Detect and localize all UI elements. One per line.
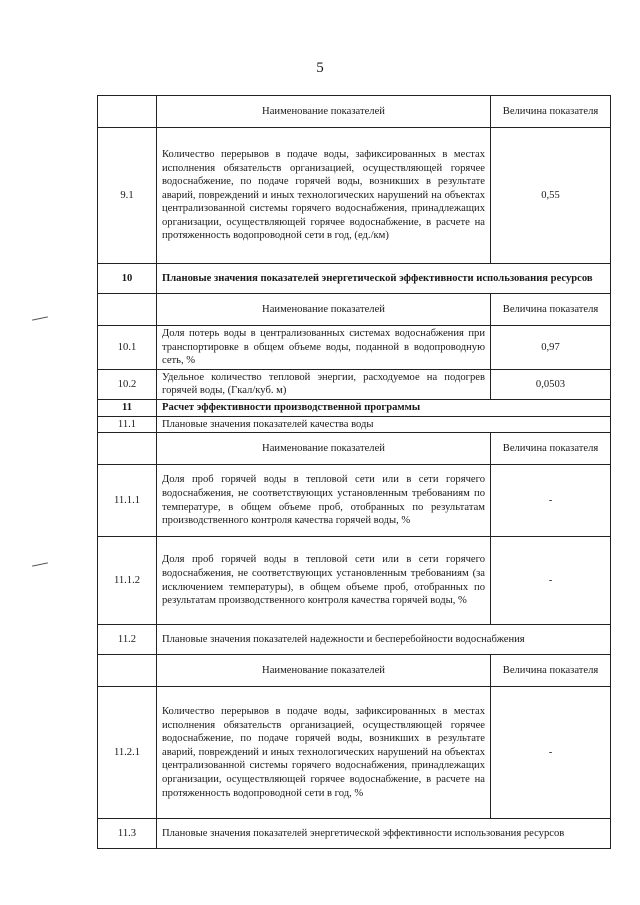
row-number: 11.1.2 <box>98 537 157 625</box>
row-value: 0,55 <box>491 128 611 264</box>
table-header-row <box>98 433 611 465</box>
row-number: 11.1.1 <box>98 465 157 537</box>
row-description: Количество перерывов в подаче воды, зафиксированных в местах исполнения обязательств организацией, осуществляющей горячее водоснабжение, по подаче горячей воды, возникших в результате аварий, повреждений и иных технологических нарушений на объектах централизованной системы горячего водоснабжения, принадлежащих организации, осуществляющей горячее водоснабжение, в расчете на протяженность водопроводной сети в год, % <box>157 687 491 819</box>
row-value: 0,97 <box>491 326 611 370</box>
subsection-title: Плановые значения показателей надежности и бесперебойности водоснабжения <box>157 625 611 655</box>
table-header-row <box>98 655 611 687</box>
header-name: Наименование показателей <box>157 655 491 687</box>
table-row <box>98 128 611 264</box>
indicators-table <box>97 95 611 849</box>
row-description: Доля проб горячей воды в тепловой сети или в сети горячего водоснабжения, не соответствующих установленным требованиям (за исключением температуры), в общем объеме проб, отобранных по результатам производственного контроля качества горячей воды, % <box>157 537 491 625</box>
header-value: Величина показателя <box>491 96 611 128</box>
row-value: - <box>491 537 611 625</box>
subsection-title: Плановые значения показателей качества воды <box>157 416 611 433</box>
section-number: 10 <box>98 264 157 294</box>
header-value: Величина показателя <box>491 294 611 326</box>
header-value: Величина показателя <box>491 433 611 465</box>
table-header-row <box>98 96 611 128</box>
header-num-cell <box>98 655 157 687</box>
table-row <box>98 326 611 370</box>
margin-mark <box>32 316 48 320</box>
row-description: Доля проб горячей воды в тепловой сети или в сети горячего водоснабжения, не соответствующих установленным требованиям по температуре, в общем объеме проб, отобранных по результатам производственного контроля качества горячей воды, % <box>157 465 491 537</box>
subsection-title: Плановые значения показателей энергетической эффективности использования ресурсов <box>157 819 611 849</box>
row-description: Удельное количество тепловой энергии, расходуемое на подогрев горячей воды, (Гкал/куб. м) <box>157 369 491 399</box>
row-number: 9.1 <box>98 128 157 264</box>
table-row <box>98 369 611 399</box>
table-row <box>98 537 611 625</box>
table-header-row <box>98 294 611 326</box>
table-row <box>98 465 611 537</box>
header-name: Наименование показателей <box>157 433 491 465</box>
row-value: 0,0503 <box>491 369 611 399</box>
header-name: Наименование показателей <box>157 96 491 128</box>
header-value: Величина показателя <box>491 655 611 687</box>
subsection-row <box>98 625 611 655</box>
row-description: Количество перерывов в подаче воды, зафиксированных в местах исполнения обязательств организацией, осуществляющей горячее водоснабжение, по подаче горячей воды, возникших в результате аварий, повреждений и иных технологических нарушений на объектах централизованной системы горячего водоснабжения, принадлежащих организации, осуществляющей горячее водоснабжение, в расчете на протяженность водопроводной сети в год, (ед./км) <box>157 128 491 264</box>
row-number: 11.2.1 <box>98 687 157 819</box>
row-description: Доля потерь воды в централизованных системах водоснабжения при транспортировке в общем объеме воды, поданной в водопроводную сеть, % <box>157 326 491 370</box>
section-title: Расчет эффективности производственной программы <box>157 399 611 416</box>
header-num-cell <box>98 433 157 465</box>
header-num-cell <box>98 96 157 128</box>
section-number: 11 <box>98 399 157 416</box>
subsection-row <box>98 416 611 433</box>
subsection-number: 11.1 <box>98 416 157 433</box>
row-value: - <box>491 687 611 819</box>
subsection-number: 11.3 <box>98 819 157 849</box>
section-row <box>98 264 611 294</box>
subsection-number: 11.2 <box>98 625 157 655</box>
margin-mark <box>32 562 48 566</box>
section-title: Плановые значения показателей энергетической эффективности использования ресурсов <box>157 264 611 294</box>
row-value: - <box>491 465 611 537</box>
section-row <box>98 399 611 416</box>
subsection-row <box>98 819 611 849</box>
row-number: 10.1 <box>98 326 157 370</box>
page-number: 5 <box>316 60 324 76</box>
header-name: Наименование показателей <box>157 294 491 326</box>
header-num-cell <box>98 294 157 326</box>
row-number: 10.2 <box>98 369 157 399</box>
table-row <box>98 687 611 819</box>
